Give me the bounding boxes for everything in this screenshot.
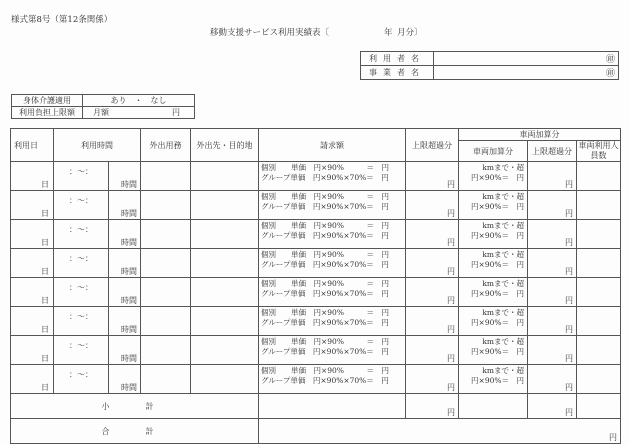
month-label: 月分〕: [397, 28, 423, 38]
outing-purpose[interactable]: [141, 278, 191, 307]
usage-time-range[interactable]: ：～：: [54, 162, 109, 191]
subtotal-billing[interactable]: [259, 394, 406, 419]
total-amount[interactable]: 円: [259, 419, 621, 444]
vehicle-over-limit[interactable]: 円: [528, 191, 577, 220]
header-date: 利用日: [11, 129, 54, 162]
billing-amount[interactable]: [259, 220, 406, 249]
vehicle-people[interactable]: [577, 162, 621, 191]
over-limit[interactable]: 円: [406, 365, 459, 394]
provider-name-field[interactable]: [434, 66, 619, 80]
vehicle-over-limit[interactable]: 円: [528, 278, 577, 307]
vehicle-calc: 円×90%＝ 円: [471, 231, 524, 240]
seal-icon: ㊞: [605, 69, 615, 79]
billing-group: グループ単価 円×90%×70%＝ 円: [261, 173, 389, 182]
vehicle-calc: 円×90%＝ 円: [471, 173, 524, 182]
limit-field[interactable]: [83, 107, 195, 119]
header-time: 利用時間: [54, 129, 141, 162]
form-number: 様式第8号（第12条関係）: [11, 15, 113, 25]
table-row: [11, 307, 621, 336]
usage-hours[interactable]: 時間: [109, 278, 141, 307]
vehicle-calc: 円×90%＝ 円: [471, 289, 524, 298]
vehicle-calc: 円×90%＝ 円: [471, 318, 524, 327]
destination[interactable]: [191, 307, 259, 336]
billing-individual: 個別 単価 円×90% ＝ 円: [261, 308, 389, 317]
destination[interactable]: [191, 249, 259, 278]
usage-time-range[interactable]: ：～：: [54, 249, 109, 278]
table-row: [11, 220, 621, 249]
subtotal-label: 小 計: [11, 394, 259, 419]
billing-individual: 個別 単価 円×90% ＝ 円: [261, 192, 389, 201]
destination[interactable]: [191, 191, 259, 220]
usage-day[interactable]: 日: [11, 162, 54, 191]
billing-group: グループ単価 円×90%×70%＝ 円: [261, 376, 389, 385]
vehicle-km: kmまで・超: [482, 337, 524, 346]
vehicle-km: kmまで・超: [482, 250, 524, 259]
header-over-limit: 上限超過分: [406, 129, 459, 162]
table-row: [11, 365, 621, 394]
usage-hours[interactable]: 時間: [109, 220, 141, 249]
billing-group: グループ単価 円×90%×70%＝ 円: [261, 260, 389, 269]
billing-amount[interactable]: [259, 278, 406, 307]
billing-individual: 個別 単価 円×90% ＝ 円: [261, 221, 389, 230]
subtotal-over-limit[interactable]: 円: [406, 394, 459, 419]
header-vehicle-people: 車両利用人員数: [577, 141, 621, 162]
billing-amount[interactable]: [259, 191, 406, 220]
outing-purpose[interactable]: [141, 249, 191, 278]
outing-purpose[interactable]: [141, 191, 191, 220]
vehicle-over-limit[interactable]: 円: [528, 162, 577, 191]
usage-day[interactable]: 日: [11, 249, 54, 278]
billing-individual: 個別 単価 円×90% ＝ 円: [261, 279, 389, 288]
vehicle-add[interactable]: [459, 365, 528, 394]
user-name-field[interactable]: [434, 52, 619, 66]
over-limit[interactable]: 円: [406, 162, 459, 191]
provider-name-label: 事業者名: [361, 66, 434, 80]
billing-amount[interactable]: [259, 162, 406, 191]
vehicle-km: kmまで・超: [482, 308, 524, 317]
usage-day[interactable]: 日: [11, 278, 54, 307]
header-vehicle-add: 車両加算分: [459, 141, 528, 162]
destination[interactable]: [191, 162, 259, 191]
table-row: [11, 162, 621, 191]
usage-time-range[interactable]: ：～：: [54, 220, 109, 249]
usage-time-range[interactable]: ：～：: [54, 336, 109, 365]
header-billing: 請求額: [259, 129, 406, 162]
vehicle-add[interactable]: [459, 162, 528, 191]
physical-care-label: 身体介護適用: [12, 95, 83, 107]
header-purpose: 外出用務: [141, 129, 191, 162]
subtotal-vehicle-people[interactable]: [577, 394, 621, 419]
usage-day[interactable]: 日: [11, 191, 54, 220]
user-name-label: 利用者名: [361, 52, 434, 66]
over-limit[interactable]: 円: [406, 307, 459, 336]
vehicle-calc: 円×90%＝ 円: [471, 376, 524, 385]
usage-day[interactable]: 日: [11, 220, 54, 249]
vehicle-add[interactable]: [459, 191, 528, 220]
vehicle-people[interactable]: [577, 365, 621, 394]
billing-group: グループ単価 円×90%×70%＝ 円: [261, 318, 389, 327]
vehicle-over-limit[interactable]: 円: [528, 307, 577, 336]
billing-individual: 個別 単価 円×90% ＝ 円: [261, 366, 389, 375]
vehicle-calc: 円×90%＝ 円: [471, 347, 524, 356]
vehicle-people[interactable]: [577, 249, 621, 278]
vehicle-km: kmまで・超: [482, 366, 524, 375]
over-limit[interactable]: 円: [406, 249, 459, 278]
destination[interactable]: [191, 336, 259, 365]
vehicle-over-limit[interactable]: 円: [528, 336, 577, 365]
seal-icon: ㊞: [605, 55, 615, 65]
form-title: 移動支援サービス利用実績表〔: [210, 28, 330, 38]
vehicle-add[interactable]: [459, 307, 528, 336]
table-row: [11, 278, 621, 307]
usage-time-range[interactable]: ：～：: [54, 278, 109, 307]
usage-day[interactable]: 日: [11, 307, 54, 336]
billing-individual: 個別 単価 円×90% ＝ 円: [261, 337, 389, 346]
billing-group: グループ単価 円×90%×70%＝ 円: [261, 231, 389, 240]
vehicle-km: kmまで・超: [482, 221, 524, 230]
outing-purpose[interactable]: [141, 162, 191, 191]
vehicle-people[interactable]: [577, 307, 621, 336]
destination[interactable]: [191, 365, 259, 394]
outing-purpose[interactable]: [141, 307, 191, 336]
vehicle-calc: 円×90%＝ 円: [471, 202, 524, 211]
vehicle-over-limit[interactable]: 円: [528, 365, 577, 394]
vehicle-add[interactable]: [459, 278, 528, 307]
usage-hours[interactable]: 時間: [109, 249, 141, 278]
vehicle-km: kmまで・超: [482, 279, 524, 288]
usage-hours[interactable]: 時間: [109, 365, 141, 394]
physical-care-options[interactable]: あり ・ なし: [83, 95, 195, 107]
over-limit[interactable]: 円: [406, 336, 459, 365]
name-box: [360, 51, 619, 80]
vehicle-add[interactable]: [459, 220, 528, 249]
usage-time-range[interactable]: ：～：: [54, 191, 109, 220]
billing-group: グループ単価 円×90%×70%＝ 円: [261, 289, 389, 298]
vehicle-people[interactable]: [577, 191, 621, 220]
usage-table: [10, 128, 621, 444]
billing-amount[interactable]: [259, 307, 406, 336]
table-row: [11, 191, 621, 220]
vehicle-over-limit[interactable]: 円: [528, 249, 577, 278]
total-label: 合 計: [11, 419, 259, 444]
over-limit[interactable]: 円: [406, 220, 459, 249]
header-vehicle-group: 車両加算分: [459, 129, 621, 141]
limit-monthly: 月額: [93, 108, 109, 117]
outing-purpose[interactable]: [141, 220, 191, 249]
limit-unit: 円: [172, 108, 180, 117]
subtotal-vehicle-add[interactable]: [459, 394, 528, 419]
care-box: [11, 94, 195, 119]
usage-hours[interactable]: 時間: [109, 162, 141, 191]
outing-purpose[interactable]: [141, 336, 191, 365]
vehicle-over-limit[interactable]: 円: [528, 220, 577, 249]
billing-amount[interactable]: [259, 336, 406, 365]
billing-individual: 個別 単価 円×90% ＝ 円: [261, 163, 389, 172]
usage-hours[interactable]: 時間: [109, 307, 141, 336]
header-vehicle-over: 上限超過分: [528, 141, 577, 162]
vehicle-people[interactable]: [577, 220, 621, 249]
limit-label: 利用負担上限額: [12, 107, 83, 119]
usage-day[interactable]: 日: [11, 336, 54, 365]
usage-time-range[interactable]: ：～：: [54, 365, 109, 394]
billing-individual: 個別 単価 円×90% ＝ 円: [261, 250, 389, 259]
usage-time-range[interactable]: ：～：: [54, 307, 109, 336]
vehicle-km: kmまで・超: [482, 163, 524, 172]
vehicle-add[interactable]: [459, 336, 528, 365]
usage-day[interactable]: 日: [11, 365, 54, 394]
table-row: [11, 336, 621, 365]
vehicle-km: kmまで・超: [482, 192, 524, 201]
year-label: 年: [384, 28, 393, 38]
billing-amount[interactable]: [259, 249, 406, 278]
over-limit[interactable]: 円: [406, 191, 459, 220]
vehicle-people[interactable]: [577, 336, 621, 365]
header-destination: 外出先・目的地: [191, 129, 259, 162]
vehicle-calc: 円×90%＝ 円: [471, 260, 524, 269]
usage-hours[interactable]: 時間: [109, 336, 141, 365]
table-row: [11, 249, 621, 278]
billing-amount[interactable]: [259, 365, 406, 394]
vehicle-add[interactable]: [459, 249, 528, 278]
subtotal-vehicle-over[interactable]: 円: [528, 394, 577, 419]
billing-group: グループ単価 円×90%×70%＝ 円: [261, 202, 389, 211]
destination[interactable]: [191, 278, 259, 307]
billing-group: グループ単価 円×90%×70%＝ 円: [261, 347, 389, 356]
over-limit[interactable]: 円: [406, 278, 459, 307]
usage-hours[interactable]: 時間: [109, 191, 141, 220]
vehicle-people[interactable]: [577, 278, 621, 307]
destination[interactable]: [191, 220, 259, 249]
outing-purpose[interactable]: [141, 365, 191, 394]
